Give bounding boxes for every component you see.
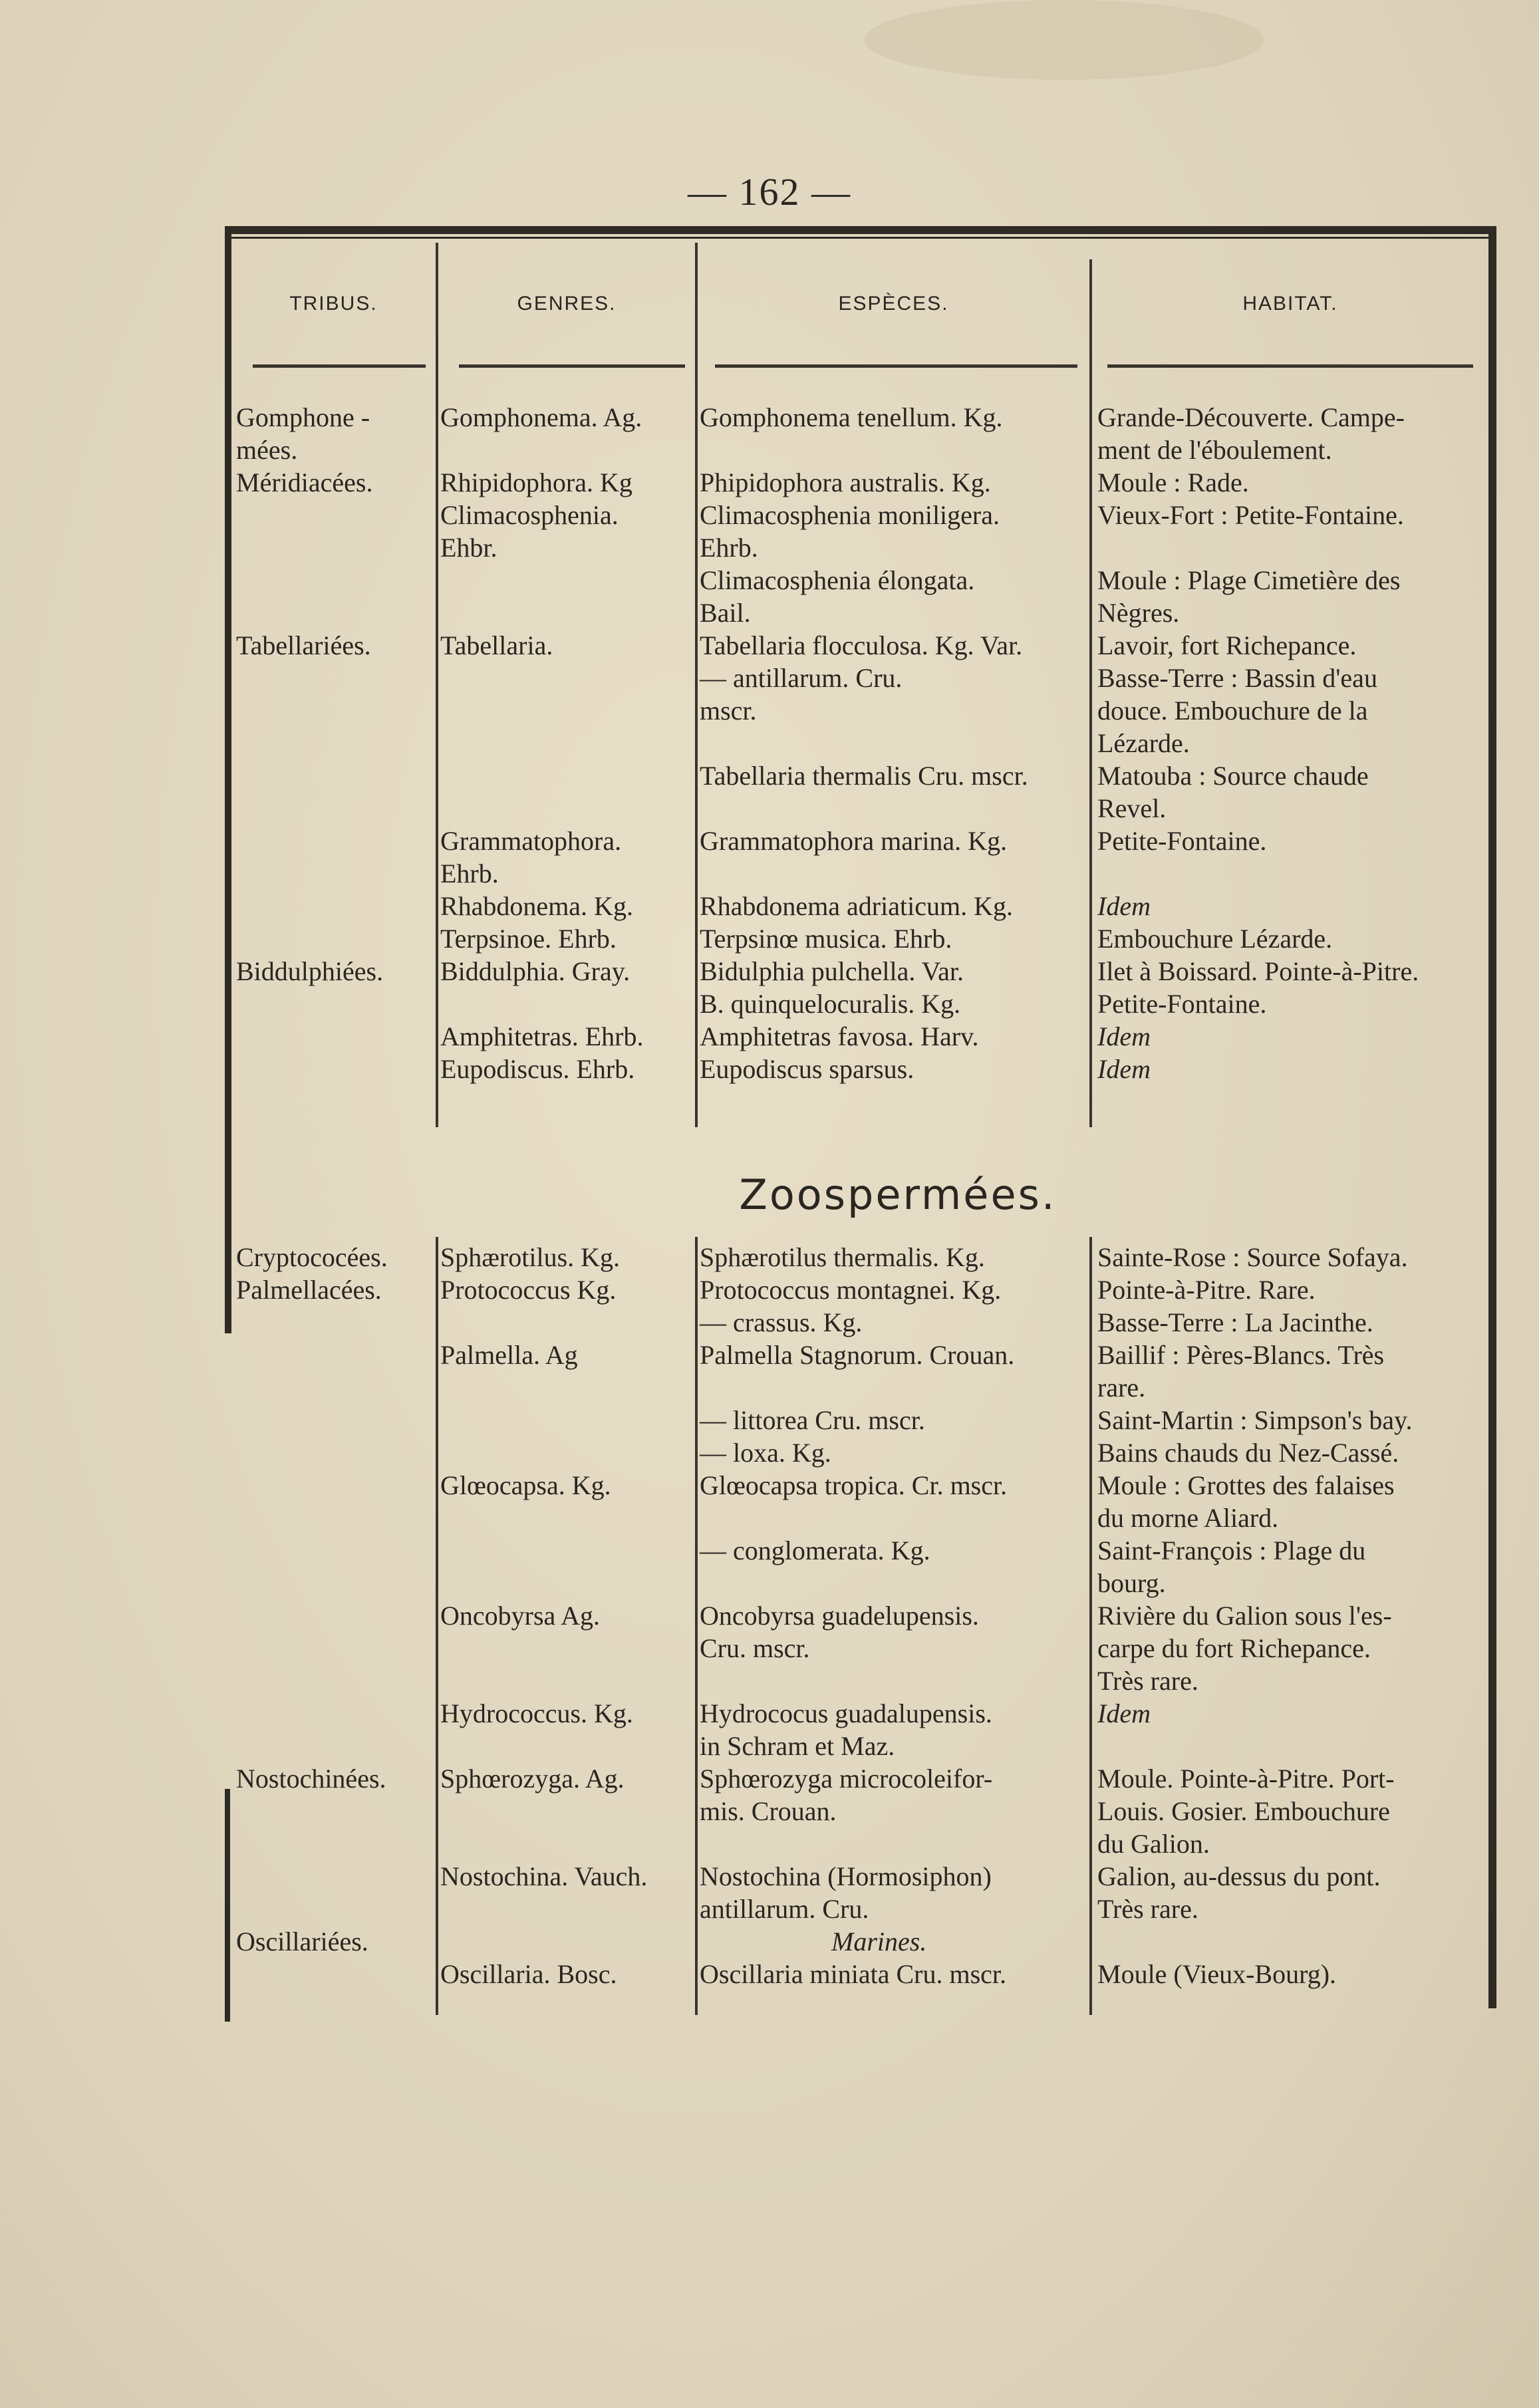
- cell-habitat: Baillif : Pères-Blancs. Très: [1097, 1340, 1385, 1370]
- cell-tribus: Méridiacées.: [236, 468, 373, 497]
- header-underline: [253, 364, 426, 368]
- cell-tribus: Cryptococées.: [236, 1242, 388, 1272]
- cell-tribus: Palmellacées.: [236, 1275, 382, 1305]
- column-divider: [436, 243, 438, 1127]
- cell-genre: Gomphonema. Ag.: [440, 402, 642, 432]
- section-heading: Zoospermées.: [739, 1170, 1057, 1219]
- cell-espece: Marines.: [831, 1927, 927, 1956]
- cell-habitat: Embouchure Lézarde.: [1097, 924, 1333, 954]
- cell-espece: in Schram et Maz.: [700, 1731, 895, 1761]
- cell-habitat: du Galion.: [1097, 1829, 1210, 1859]
- cell-genre: Biddulphia. Gray.: [440, 956, 630, 986]
- cell-habitat: rare.: [1097, 1373, 1146, 1403]
- cell-espece: antillarum. Cru.: [700, 1894, 869, 1924]
- cell-espece: Tabellaria thermalis Cru. mscr.: [700, 761, 1028, 791]
- cell-genre: Protococcus Kg.: [440, 1275, 617, 1305]
- cell-espece: mis. Crouan.: [700, 1796, 837, 1826]
- cell-habitat: Basse-Terre : La Jacinthe.: [1097, 1307, 1373, 1337]
- cell-habitat: Idem: [1097, 891, 1151, 921]
- cell-habitat: Idem: [1097, 1054, 1151, 1084]
- cell-espece: — antillarum. Cru.: [700, 663, 903, 693]
- table-left-border: [225, 226, 231, 1333]
- cell-genre: Terpsinoe. Ehrb.: [440, 924, 617, 954]
- cell-habitat: Moule. Pointe-à-Pitre. Port-: [1097, 1764, 1395, 1794]
- cell-genre: Eupodiscus. Ehrb.: [440, 1054, 635, 1084]
- cell-espece: Phipidophora australis. Kg.: [700, 468, 991, 497]
- cell-tribus: Gomphone -: [236, 402, 370, 432]
- cell-habitat: Sainte-Rose : Source Sofaya.: [1097, 1242, 1408, 1272]
- column-divider: [1089, 1237, 1092, 2015]
- cell-espece: Ehrb.: [700, 533, 758, 563]
- header-underline: [459, 364, 685, 368]
- column-divider: [436, 1237, 438, 2015]
- cell-genre: Sphærotilus. Kg.: [440, 1242, 621, 1272]
- cell-habitat: Grande-Découverte. Campe-: [1097, 402, 1405, 432]
- cell-genre: Grammatophora.: [440, 826, 622, 856]
- cell-habitat: Moule : Grottes des falaises: [1097, 1470, 1395, 1500]
- cell-espece: Gomphonema tenellum. Kg.: [700, 402, 1003, 432]
- table-top-rule-thin: [225, 237, 1496, 239]
- cell-espece: Nostochina (Hormosiphon): [700, 1861, 992, 1891]
- cell-habitat: Revel.: [1097, 793, 1167, 823]
- cell-habitat: Moule (Vieux-Bourg).: [1097, 1959, 1337, 1989]
- header-tribus: TRIBUS.: [289, 293, 378, 315]
- paper-stain: [865, 0, 1264, 80]
- table-top-rule: [225, 226, 1496, 234]
- cell-genre: Glœocapsa. Kg.: [440, 1470, 611, 1500]
- cell-genre: Nostochina. Vauch.: [440, 1861, 648, 1891]
- cell-espece: mscr.: [700, 696, 757, 726]
- cell-genre: Rhipidophora. Kg: [440, 468, 632, 497]
- cell-espece: Bidulphia pulchella. Var.: [700, 956, 964, 986]
- cell-espece: Amphitetras favosa. Harv.: [700, 1021, 979, 1051]
- cell-habitat: Vieux-Fort : Petite-Fontaine.: [1097, 500, 1404, 530]
- cell-espece: Palmella Stagnorum. Crouan.: [700, 1340, 1015, 1370]
- page-number: — 162 —: [688, 170, 851, 213]
- cell-genre: Tabellaria.: [440, 630, 553, 660]
- cell-genre: Ehbr.: [440, 533, 497, 563]
- cell-habitat: douce. Embouchure de la: [1097, 696, 1368, 726]
- cell-habitat: Pointe-à-Pitre. Rare.: [1097, 1275, 1316, 1305]
- cell-espece: Climacosphenia élongata.: [700, 565, 975, 595]
- cell-genre: Ehrb.: [440, 859, 499, 888]
- cell-habitat: Lézarde.: [1097, 728, 1190, 758]
- cell-habitat: Lavoir, fort Richepance.: [1097, 630, 1357, 660]
- cell-espece: Climacosphenia moniligera.: [700, 500, 1000, 530]
- cell-espece: B. quinquelocuralis. Kg.: [700, 989, 961, 1019]
- cell-genre: Climacosphenia.: [440, 500, 619, 530]
- cell-espece: Tabellaria flocculosa. Kg. Var.: [700, 630, 1023, 660]
- cell-espece: Terpsinœ musica. Ehrb.: [700, 924, 952, 954]
- cell-espece: Cru. mscr.: [700, 1633, 810, 1663]
- cell-habitat: Rivière du Galion sous l'es-: [1097, 1601, 1392, 1631]
- cell-espece: — littorea Cru. mscr.: [700, 1405, 925, 1435]
- cell-habitat: Basse-Terre : Bassin d'eau: [1097, 663, 1377, 693]
- cell-espece: Protococcus montagnei. Kg.: [700, 1275, 1002, 1305]
- cell-habitat: Moule : Rade.: [1097, 468, 1249, 497]
- column-divider: [1089, 259, 1092, 1127]
- cell-habitat: Ilet à Boissard. Pointe-à-Pitre.: [1097, 956, 1419, 986]
- cell-habitat: Très rare.: [1097, 1666, 1198, 1696]
- cell-genre: Amphitetras. Ehrb.: [440, 1021, 644, 1051]
- cell-espece: Grammatophora marina. Kg.: [700, 826, 1008, 856]
- cell-genre: Hydrococcus. Kg.: [440, 1698, 633, 1728]
- header-habitat: HABITAT.: [1242, 293, 1338, 315]
- cell-espece: Sphœrozyga microcoleifor-: [700, 1764, 993, 1794]
- cell-espece: Oscillaria miniata Cru. mscr.: [700, 1959, 1006, 1989]
- header-underline: [1107, 364, 1473, 368]
- cell-habitat: Petite-Fontaine.: [1097, 826, 1267, 856]
- cell-habitat: Bains chauds du Nez-Cassé.: [1097, 1438, 1399, 1468]
- cell-habitat: Nègres.: [1097, 598, 1180, 628]
- cell-genre: Sphœrozyga. Ag.: [440, 1764, 625, 1794]
- cell-espece: Rhabdonema adriaticum. Kg.: [700, 891, 1013, 921]
- cell-habitat: carpe du fort Richepance.: [1097, 1633, 1371, 1663]
- cell-tribus: Oscillariées.: [236, 1927, 368, 1956]
- cell-espece: Eupodiscus sparsus.: [700, 1054, 914, 1084]
- cell-genre: Rhabdonema. Kg.: [440, 891, 633, 921]
- cell-tribus: Biddulphiées.: [236, 956, 384, 986]
- cell-espece: Glœocapsa tropica. Cr. mscr.: [700, 1470, 1008, 1500]
- cell-habitat: Idem: [1097, 1021, 1151, 1051]
- cell-habitat: Idem: [1097, 1698, 1151, 1728]
- column-divider: [695, 243, 698, 1127]
- cell-habitat: Louis. Gosier. Embouchure: [1097, 1796, 1390, 1826]
- cell-habitat: du morne Aliard.: [1097, 1503, 1279, 1533]
- cell-habitat: Matouba : Source chaude: [1097, 761, 1369, 791]
- table-right-border: [1488, 226, 1496, 2008]
- header-genres: GENRES.: [517, 293, 617, 315]
- cell-tribus: Tabellariées.: [236, 630, 371, 660]
- cell-habitat: Saint-François : Plage du: [1097, 1536, 1366, 1565]
- cell-habitat: Galion, au-dessus du pont.: [1097, 1861, 1381, 1891]
- cell-habitat: Saint-Martin : Simpson's bay.: [1097, 1405, 1413, 1435]
- cell-espece: Bail.: [700, 598, 751, 628]
- cell-habitat: Petite-Fontaine.: [1097, 989, 1267, 1019]
- cell-habitat: bourg.: [1097, 1568, 1166, 1598]
- cell-espece: — crassus. Kg.: [700, 1307, 863, 1337]
- cell-espece: Oncobyrsa guadelupensis.: [700, 1601, 979, 1631]
- cell-habitat: ment de l'éboulement.: [1097, 435, 1332, 465]
- cell-espece: Sphærotilus thermalis. Kg.: [700, 1242, 985, 1272]
- cell-genre: Oncobyrsa Ag.: [440, 1601, 600, 1631]
- cell-genre: Oscillaria. Bosc.: [440, 1959, 617, 1989]
- header-especes: ESPÈCES.: [838, 293, 949, 315]
- cell-espece: — conglomerata. Kg.: [700, 1536, 930, 1565]
- table-left-border-lower: [225, 1789, 230, 2022]
- cell-espece: Hydrococus guadalupensis.: [700, 1698, 992, 1728]
- cell-habitat: Moule : Plage Cimetière des: [1097, 565, 1401, 595]
- cell-genre: Palmella. Ag: [440, 1340, 578, 1370]
- cell-tribus: mées.: [236, 435, 298, 465]
- cell-espece: — loxa. Kg.: [700, 1438, 831, 1468]
- cell-tribus: Nostochinées.: [236, 1764, 386, 1794]
- column-divider: [695, 1237, 698, 2015]
- cell-habitat: Très rare.: [1097, 1894, 1198, 1924]
- header-underline: [715, 364, 1077, 368]
